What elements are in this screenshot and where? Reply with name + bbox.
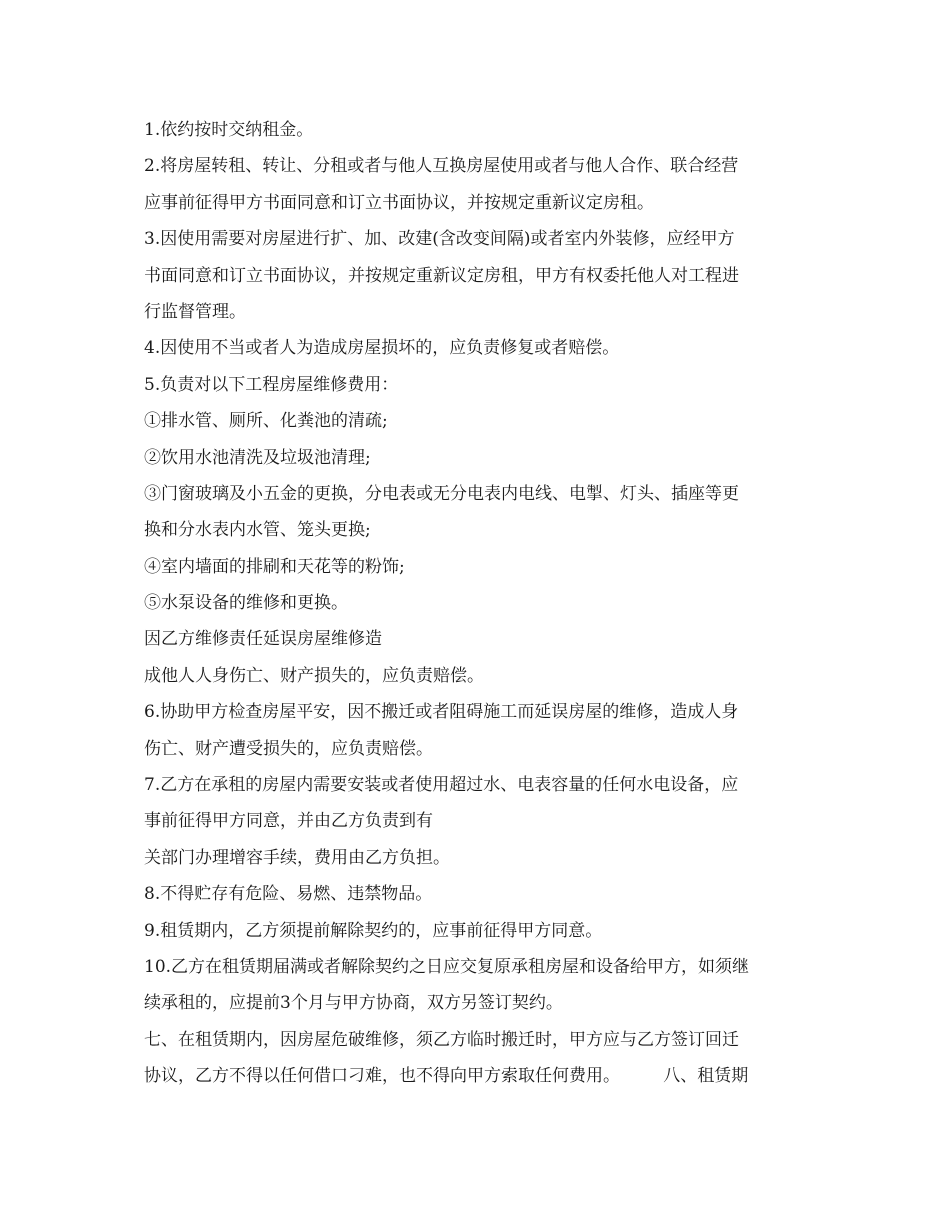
text-line: 应事前征得甲方书面同意和订立书面协议，并按规定重新议定房租。: [144, 192, 654, 213]
text-line: ④室内墙面的排刷和天花等的粉饰;: [144, 556, 405, 577]
text-line: 七、在租赁期内，因房屋危破维修，须乙方临时搬迁时，甲方应与乙方签订回迁: [144, 1029, 739, 1050]
text-line: 5.负责对以下工程房屋维修费用：: [144, 374, 399, 395]
text-line: 8.不得贮存有危险、易燃、违禁物品。: [144, 884, 433, 905]
text-line: 行监督管理。: [144, 301, 246, 322]
text-line: 换和分水表内水管、笼头更换;: [144, 520, 371, 541]
text-line: 2.将房屋转租、转让、分租或者与他人互换房屋使用或者与他人合作、联合经营: [144, 156, 739, 177]
text-line: 续承租的，应提前3个月与甲方协商，双方另签订契约。: [144, 993, 563, 1014]
text-line: 7.乙方在承租的房屋内需要安装或者使用超过水、电表容量的任何水电设备，应: [144, 775, 739, 796]
text-line: 1.依约按时交纳租金。: [144, 120, 314, 140]
text-line: 事前征得甲方同意，并由乙方负责到有: [144, 811, 433, 832]
text-line: 关部门办理增容手续，费用由乙方负担。: [144, 847, 450, 868]
document-body: [144, 112, 809, 1095]
text-line: 成他人人身伤亡、财产损失的，应负责赔偿。: [144, 665, 484, 686]
text-line: 4.因使用不当或者人为造成房屋损坏的，应负责修复或者赔偿。: [144, 338, 620, 359]
text-line: ③门窗玻璃及小五金的更换，分电表或无分电表内电线、电掣、灯头、插座等更: [144, 483, 739, 504]
text-line: 10.乙方在租赁期届满或者解除契约之日应交复原承租房屋和设备给甲方，如须继: [144, 956, 750, 977]
text-line: ②饮用水池清洗及垃圾池清理;: [144, 447, 371, 468]
text-line: ⑤水泵设备的维修和更换。: [144, 593, 348, 614]
text-line: 3.因使用需要对房屋进行扩、加、改建(含改变间隔)或者室内外装修，应经甲方: [144, 229, 735, 250]
text-line: 协议，乙方不得以任何借口刁难，也不得向甲方索取任何费用。 八、租赁期: [144, 1066, 749, 1087]
text-line: 9.租赁期内，乙方须提前解除契约的，应事前征得甲方同意。: [144, 920, 603, 941]
text-line: 书面同意和订立书面协议，并按规定重新议定房租，甲方有权委托他人对工程进: [144, 265, 739, 286]
text-line: 因乙方维修责任延误房屋维修造: [144, 629, 382, 650]
text-line: 6.协助甲方检查房屋平安，因不搬迁或者阻碍施工而延误房屋的维修，造成人身: [144, 702, 739, 723]
text-line: 伤亡、财产遭受损失的，应负责赔偿。: [144, 738, 433, 759]
text-line: ①排水管、厕所、化粪池的清疏;: [144, 411, 388, 432]
